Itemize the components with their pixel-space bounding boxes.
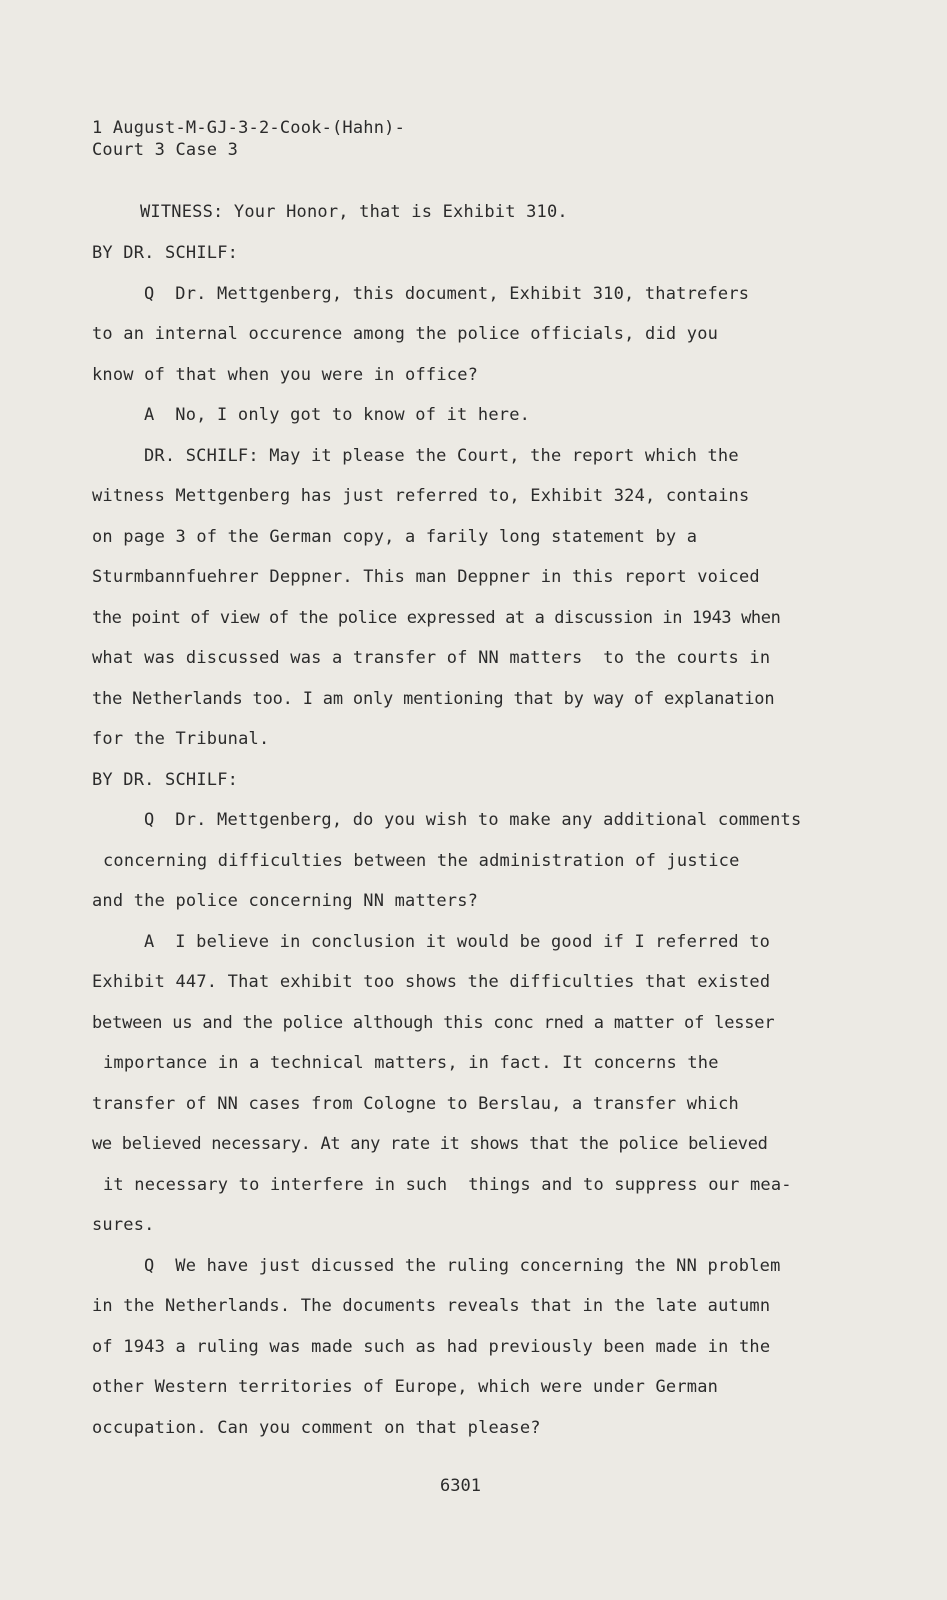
text-line: Q We have just dicussed the ruling concerning the NN problem	[144, 1256, 781, 1276]
text-line: concerning difficulties between the administration of justice	[103, 851, 740, 871]
text-line: importance in a technical matters, in fact. It concerns the	[103, 1053, 719, 1073]
header-line-1: 1 August-M-GJ-3-2-Cook-(Hahn)-	[92, 118, 406, 138]
text-line: know of that when you were in office?	[92, 365, 479, 385]
text-line: to an internal occurence among the police officials, did you	[92, 324, 719, 344]
text-line: other Western territories of Europe, which were under German	[92, 1377, 719, 1397]
text-line: we believed necessary. At any rate it shows that the police believed	[92, 1134, 768, 1154]
text-line: BY DR. SCHILF:	[92, 243, 239, 263]
text-line: in the Netherlands. The documents reveals that in the late autumn	[92, 1296, 771, 1316]
text-line: occupation. Can you comment on that please?	[92, 1418, 541, 1438]
text-line: what was discussed was a transfer of NN matters to the courts in	[92, 648, 771, 668]
text-line: A I believe in conclusion it would be good if I referred to	[144, 932, 771, 952]
header-line-2: Court 3 Case 3	[92, 140, 239, 160]
text-line: the point of view of the police expressed at a discussion in 1943 when	[92, 608, 781, 628]
text-line: between us and the police although this conc rned a matter of lesser	[92, 1013, 775, 1033]
text-line: transfer of NN cases from Cologne to Berslau, a transfer which	[92, 1094, 739, 1114]
text-line: witness Mettgenberg has just referred to, Exhibit 324, contains	[92, 486, 750, 506]
text-line: it necessary to interfere in such things and to suppress our mea-	[103, 1175, 792, 1195]
text-line: WITNESS: Your Honor, that is Exhibit 310.	[140, 202, 568, 222]
text-line: of 1943 a ruling was made such as had previously been made in the	[92, 1337, 771, 1357]
text-line: Sturmbannfuehrer Deppner. This man Deppner in this report voiced	[92, 567, 760, 587]
page-number: 6301	[440, 1476, 481, 1496]
text-line: Exhibit 447. That exhibit too shows the difficulties that existed	[92, 972, 771, 992]
text-line: sures.	[92, 1215, 155, 1235]
text-line: BY DR. SCHILF:	[92, 770, 239, 790]
text-line: for the Tribunal.	[92, 729, 270, 749]
text-line: Q Dr. Mettgenberg, this document, Exhibit 310, thatrefers	[144, 284, 750, 304]
text-line: A No, I only got to know of it here.	[144, 405, 531, 425]
text-line: and the police concerning NN matters?	[92, 891, 479, 911]
text-line: DR. SCHILF: May it please the Court, the report which the	[144, 446, 739, 466]
text-line: on page 3 of the German copy, a farily long statement by a	[92, 527, 698, 547]
text-line: Q Dr. Mettgenberg, do you wish to make any additional comments	[144, 810, 802, 830]
text-line: the Netherlands too. I am only mentioning that by way of explanation	[92, 689, 775, 709]
